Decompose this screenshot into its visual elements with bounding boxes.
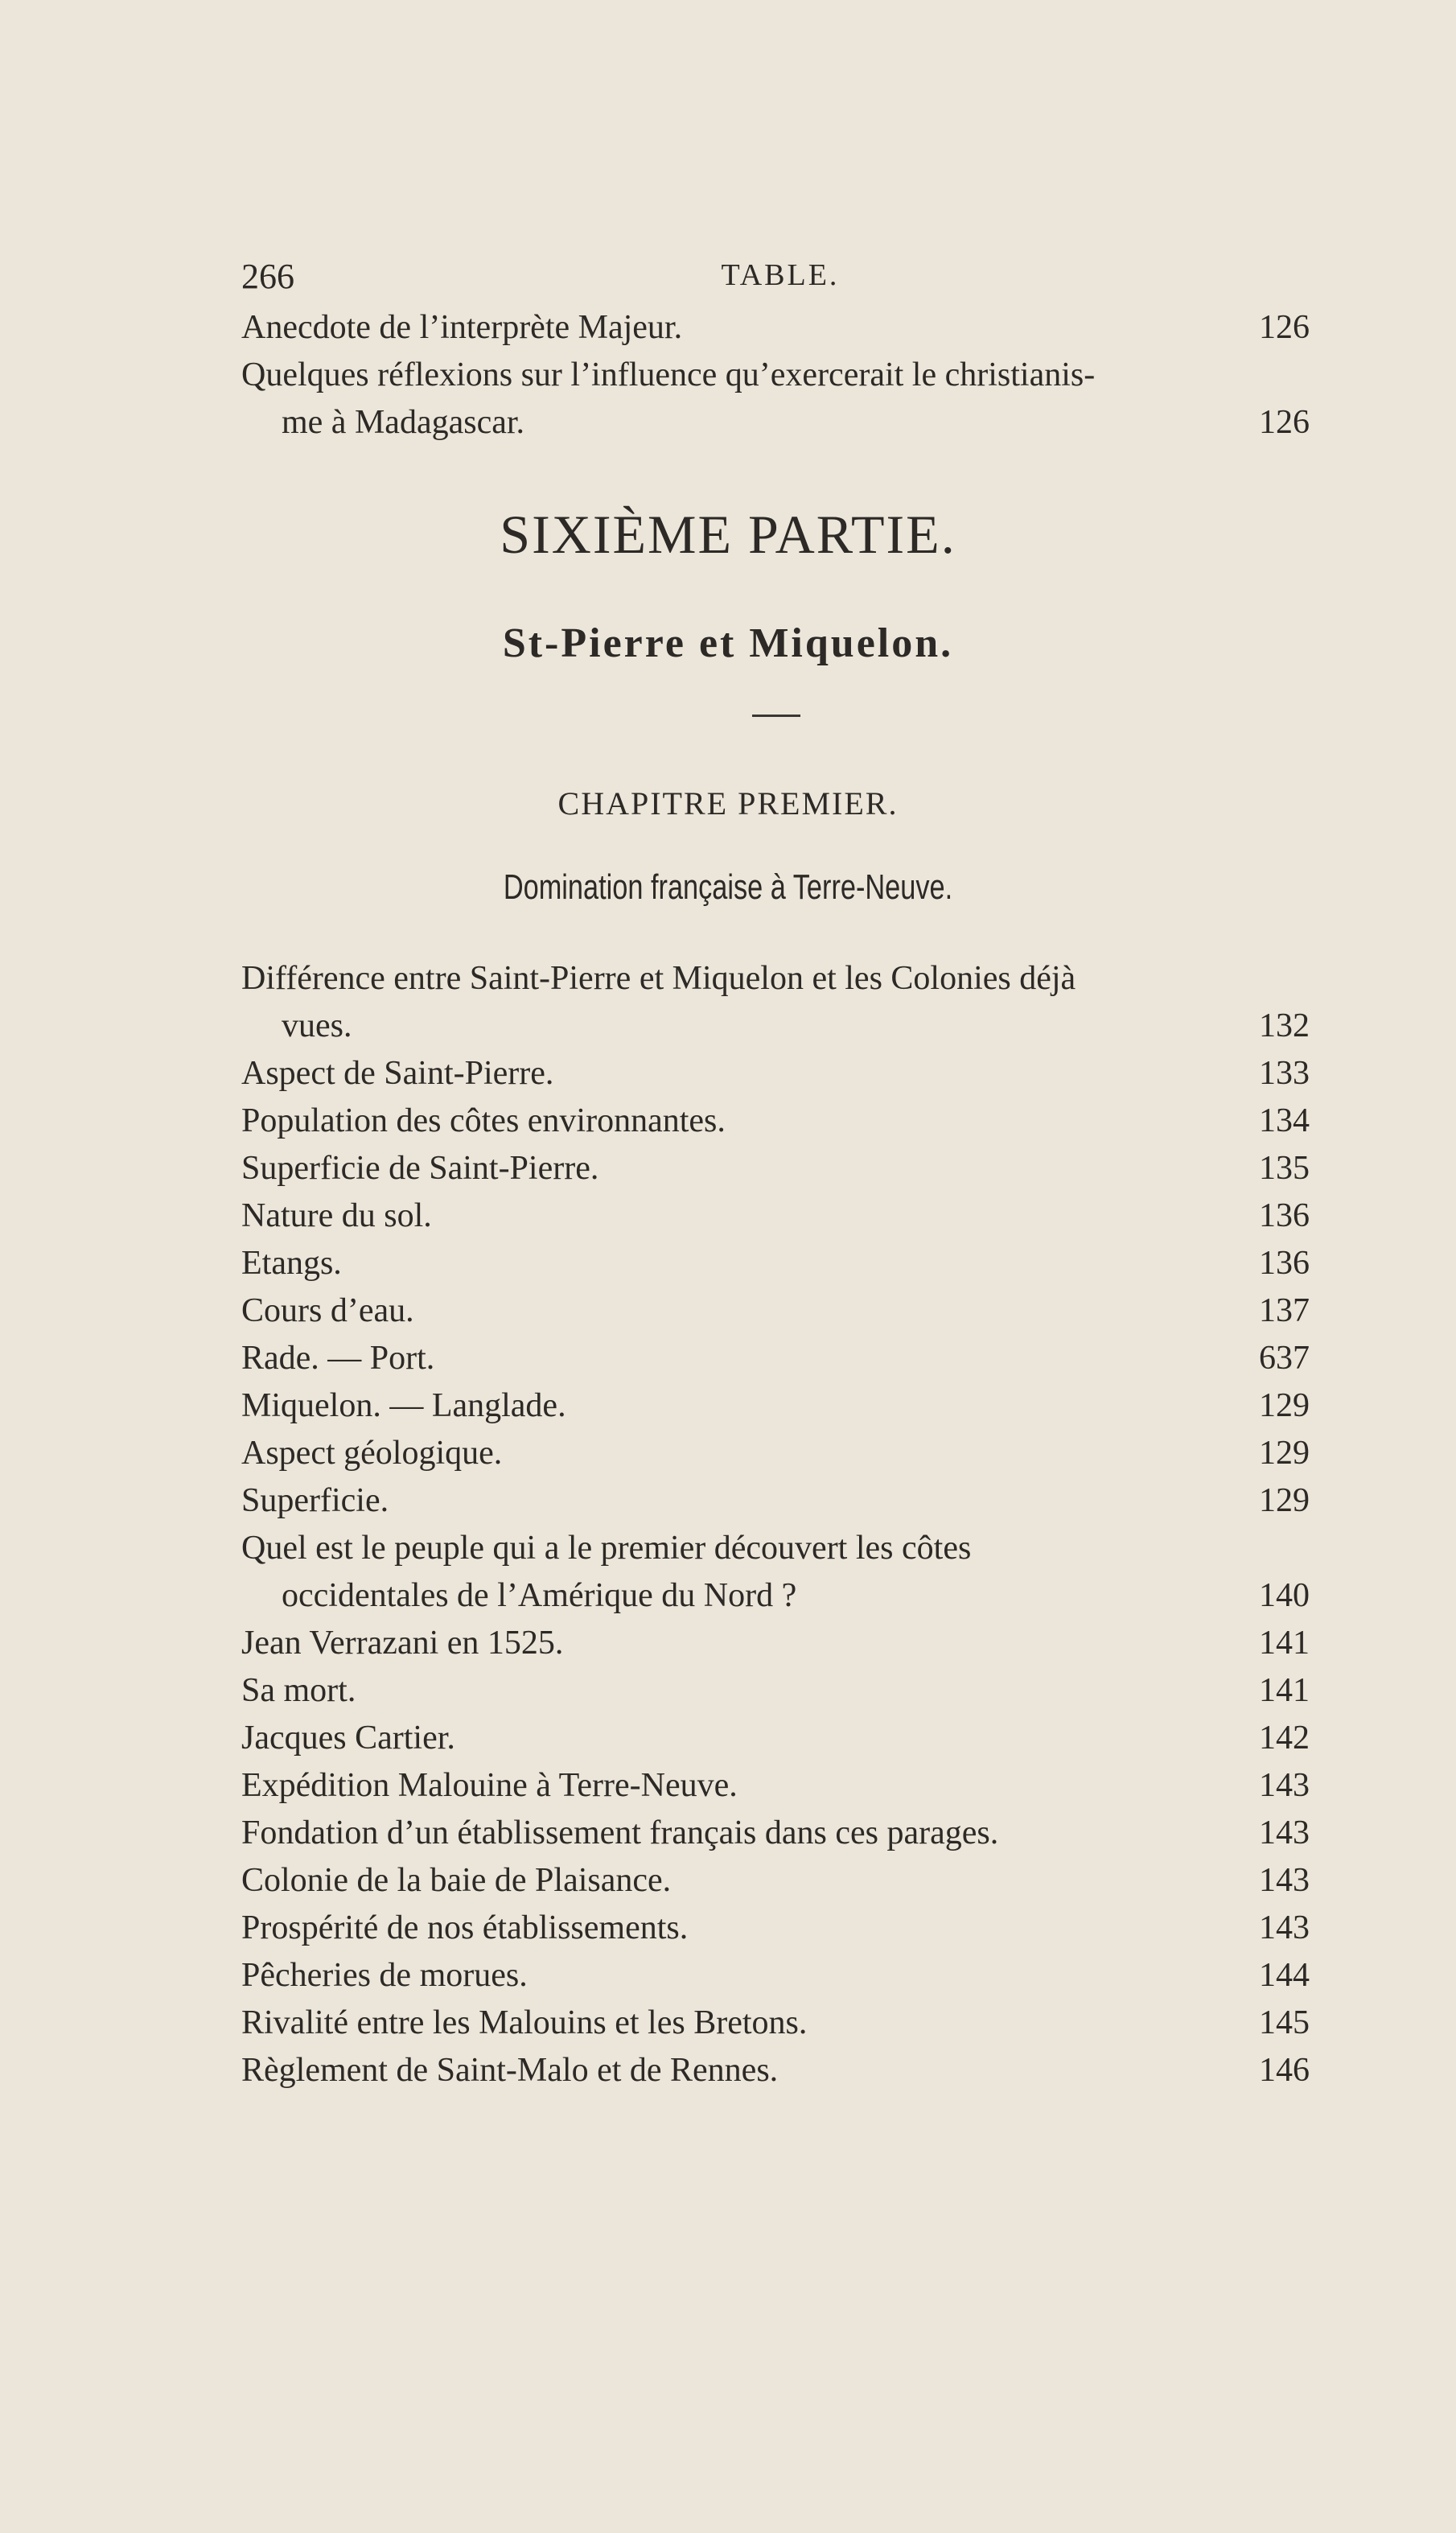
toc-entry-text: Fondation d’un établissement français dans ces parages.	[241, 1814, 999, 1851]
toc-entry-page-number: 137	[1259, 1292, 1310, 1329]
toc-entry-text: Superficie.	[241, 1482, 389, 1519]
toc-entry-page-number: 143	[1259, 1909, 1310, 1946]
toc-entry	[241, 1050, 1319, 1098]
toc-entry	[241, 1192, 1319, 1240]
toc-entry	[241, 1382, 1319, 1430]
chapter-title: CHAPITRE PREMIER.	[557, 785, 899, 822]
toc-entry-text: Différence entre Saint-Pierre et Miquelon et les Colonies déjà	[241, 960, 1076, 997]
toc-entry-page-number: 132	[1259, 1007, 1310, 1044]
toc-entry-page-number: 136	[1259, 1197, 1310, 1234]
toc-entry-text: Pêcheries de morues.	[241, 1957, 528, 1994]
toc-entry	[241, 1240, 1319, 1287]
toc-entry-text: Quelques réflexions sur l’influence qu’exercerait le christianis-	[241, 356, 1096, 393]
toc-entry-page-number: 146	[1259, 2052, 1310, 2089]
toc-entry-page-number: 135	[1259, 1150, 1310, 1187]
toc-entry	[241, 1525, 1319, 1620]
toc-entry-page-number: 145	[1259, 2004, 1310, 2041]
toc-entry	[241, 1477, 1319, 1525]
toc-entry-page-number: 143	[1259, 1767, 1310, 1804]
toc-entry	[241, 955, 1319, 1050]
toc-entry-text: Miquelon. — Langlade.	[241, 1387, 566, 1424]
part-subtitle: St-Pierre et Miquelon.	[502, 620, 954, 666]
toc-entry-page-number: 141	[1259, 1672, 1310, 1709]
toc-entry-page-number: 129	[1259, 1482, 1310, 1519]
toc-entry-text: Rivalité entre les Malouins et les Bretons.	[241, 2004, 808, 2041]
toc-entry	[241, 352, 1319, 447]
toc-entry	[241, 1335, 1319, 1382]
toc-entries-previous-part	[241, 304, 1319, 447]
toc-entry-text: Expédition Malouine à Terre-Neuve.	[241, 1767, 738, 1804]
toc-entry-text: Jean Verrazani en 1525.	[241, 1625, 564, 1662]
page-header	[241, 256, 1319, 296]
toc-entry-text: Nature du sol.	[241, 1197, 432, 1234]
toc-entry-page-number: 140	[1259, 1577, 1310, 1614]
toc-entry	[241, 1620, 1319, 1667]
toc-entry-text: Etangs.	[241, 1245, 342, 1282]
toc-entry	[241, 1762, 1319, 1810]
toc-entry-text: Sa mort.	[241, 1672, 356, 1709]
toc-entry-page-number: 141	[1259, 1625, 1310, 1662]
toc-entry	[241, 2047, 1319, 2094]
toc-entry-page-number: 126	[1259, 309, 1310, 346]
toc-entry-page-number: 134	[1259, 1102, 1310, 1139]
toc-entry-page-number: 126	[1259, 404, 1310, 441]
toc-entry-page-number: 129	[1259, 1435, 1310, 1472]
toc-entry-text: Quel est le peuple qui a le premier découvert les côtes	[241, 1530, 972, 1567]
toc-entry-page-number: 142	[1259, 1720, 1310, 1757]
toc-entry	[241, 1430, 1319, 1477]
toc-entry-text: Colonie de la baie de Plaisance.	[241, 1862, 672, 1899]
toc-entry-text: Aspect géologique.	[241, 1435, 503, 1472]
toc-entries-chapter	[241, 955, 1319, 2094]
divider-rule	[752, 715, 800, 717]
toc-entry-page-number: 143	[1259, 1814, 1310, 1851]
toc-entry	[241, 1952, 1319, 2000]
toc-entry-text: Jacques Cartier.	[241, 1720, 455, 1757]
part-title: SIXIÈME PARTIE.	[500, 504, 956, 565]
toc-entry	[241, 1857, 1319, 1905]
toc-entry-page-number: 143	[1259, 1862, 1310, 1899]
toc-entry-page-number: 144	[1259, 1957, 1310, 1994]
toc-entry-text: Cours d’eau.	[241, 1292, 414, 1329]
toc-entry-text: Rade. — Port.	[241, 1340, 435, 1377]
page-number: 266	[241, 257, 294, 296]
toc-entry	[241, 1810, 1319, 1857]
toc-entry	[241, 1715, 1319, 1762]
running-head: TABLE.	[721, 258, 840, 292]
toc-entry	[241, 1905, 1319, 1952]
toc-entry-text-continued: vues.	[282, 1007, 352, 1044]
toc-entry-text: Anecdote de l’interprète Majeur.	[241, 309, 683, 346]
toc-entry	[241, 1098, 1319, 1145]
toc-entry	[241, 1145, 1319, 1192]
toc-entry-text-continued: me à Madagascar.	[282, 404, 525, 441]
toc-entry-page-number: 637	[1259, 1340, 1310, 1377]
toc-entry-page-number: 133	[1259, 1055, 1310, 1092]
toc-entry-text: Prospérité de nos établissements.	[241, 1909, 689, 1946]
toc-entry-text: Aspect de Saint-Pierre.	[241, 1055, 554, 1092]
toc-entry-text: Règlement de Saint-Malo et de Rennes.	[241, 2052, 779, 2089]
toc-entry	[241, 304, 1319, 352]
toc-entry	[241, 1667, 1319, 1715]
toc-entry-page-number: 129	[1259, 1387, 1310, 1424]
toc-entry-text: Population des côtes environnantes.	[241, 1102, 726, 1139]
toc-entry	[241, 2000, 1319, 2047]
toc-entry-page-number: 136	[1259, 1245, 1310, 1282]
toc-entry	[241, 1287, 1319, 1335]
toc-entry-text-continued: occidentales de l’Amérique du Nord ?	[282, 1577, 797, 1614]
toc-entry-text: Superficie de Saint-Pierre.	[241, 1150, 599, 1187]
chapter-subtitle: Domination française à Terre-Neuve.	[503, 867, 953, 907]
